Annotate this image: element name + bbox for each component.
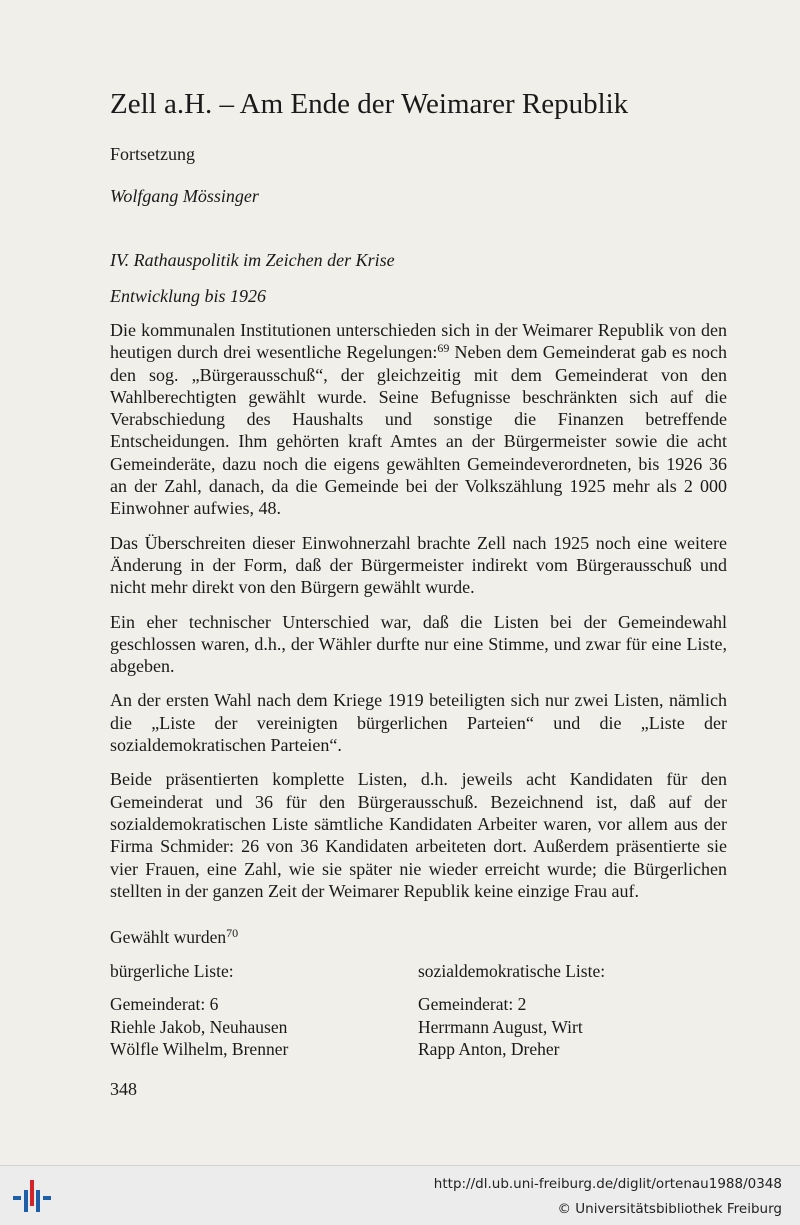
list-item: Wölfle Wilhelm, Brenner xyxy=(110,1038,289,1059)
sozialdemokratische-list xyxy=(418,960,605,1060)
article-title: Zell a.H. – Am Ende der Weimarer Republik xyxy=(110,88,629,120)
copyright-notice: © Universitätsbibliothek Freiburg xyxy=(557,1201,782,1217)
article-body xyxy=(110,319,727,914)
footnote-ref[interactable]: 70 xyxy=(226,926,239,940)
paragraph: An der ersten Wahl nach dem Kriege 1919 beteiligten sich nur zwei Listen, nämlich die „Liste der vereinigten bürgerlichen Parteien“ und die „Liste der sozialdemokratischen Parteien“. xyxy=(110,690,727,756)
seat-count: Gemeinderat: 6 xyxy=(110,994,219,1015)
paragraph: Die kommunalen Institutionen unterschieden sich in der Weimarer Republik von den heutigen durch drei wesentliche Regelungen:$^{69}$ Neben dem Gemeinderat gab es noch den sog. „Bürgerausschuß“, der gleichzeitig mit dem Gemeinderat von den Wahlberechtigten gewählt wurde. Seine Befugnisse beschränkten sich auf die Verabschiedung des Haushalts und sonstige die Finanzen betreffende Entscheidungen. Ihm gehörten kraft Amtes an der Bürgermeister sowie die acht Gemeinderäte, dazu noch die eigens gewählten Gemeindeverordneten, bis 1926 36 an der Zahl, danach, da die Gemeinde bei der Volkszählung 1925 mehr als 2 000 Einwohner aufwies, 48. xyxy=(110,320,727,519)
seat-count: Gemeinderat: 2 xyxy=(418,994,527,1015)
list-item: Herrmann August, Wirt xyxy=(418,1016,583,1037)
subsection-heading: Entwicklung bis 1926 xyxy=(110,286,266,306)
list-item: Riehle Jakob, Neuhausen xyxy=(110,1016,288,1037)
article-subtitle: Fortsetzung xyxy=(110,144,195,164)
paragraph: Beide präsentierten komplette Listen, d.h. jeweils acht Kandidaten für den Gemeinderat und 36 für den Bürgerausschuß. Bezeichnend ist, daß auf der sozialdemokratischen Liste sämtliche Kandidaten Arbeiter waren, vor allem aus der Firma Schmider: 26 von 36 Kandidaten arbeiteten dort. Außerdem präsentierte sie vier Frauen, eine Zahl, wie sie später nie wieder erreicht wurde; die Bürgerlichen stellten in der ganzen Zeit der Weimarer Republik keine einzige Frau auf. xyxy=(110,769,727,901)
section-heading: IV. Rathauspolitik im Zeichen der Krise xyxy=(110,250,395,270)
list-item: Rapp Anton, Dreher xyxy=(418,1038,560,1059)
footnote-ref[interactable]: 69 xyxy=(437,341,450,356)
bleed-through-shadow xyxy=(430,95,760,285)
viewer-footer xyxy=(0,1165,800,1225)
page-number: 348 xyxy=(110,1079,137,1099)
permalink[interactable]: http://dl.ub.uni-freiburg.de/diglit/ortenau1988/0348 xyxy=(433,1176,782,1192)
article-author: Wolfgang Mössinger xyxy=(110,186,259,206)
paragraph: Das Überschreiten dieser Einwohnerzahl brachte Zell nach 1925 noch eine weitere Änderung in der Form, daß der Bürgermeister indirekt vom Bürgerausschuß und nicht mehr direkt von den Bürgern gewählt wurde. xyxy=(110,532,727,598)
list-heading: bürgerliche Liste: xyxy=(110,961,234,981)
list-heading: sozialdemokratische Liste: xyxy=(418,961,606,981)
paragraph: Ein eher technischer Unterschied war, daß die Listen bei der Gemeindewahl geschlossen waren, d.h., der Wähler durfte nur eine Stimme, und zwar für eine Liste, abgeben. xyxy=(110,611,727,677)
buergerliche-list xyxy=(110,960,288,1060)
elected-label: Gewählt wurden$^{70}$ xyxy=(110,926,239,947)
ub-freiburg-logo-icon xyxy=(10,1175,52,1217)
